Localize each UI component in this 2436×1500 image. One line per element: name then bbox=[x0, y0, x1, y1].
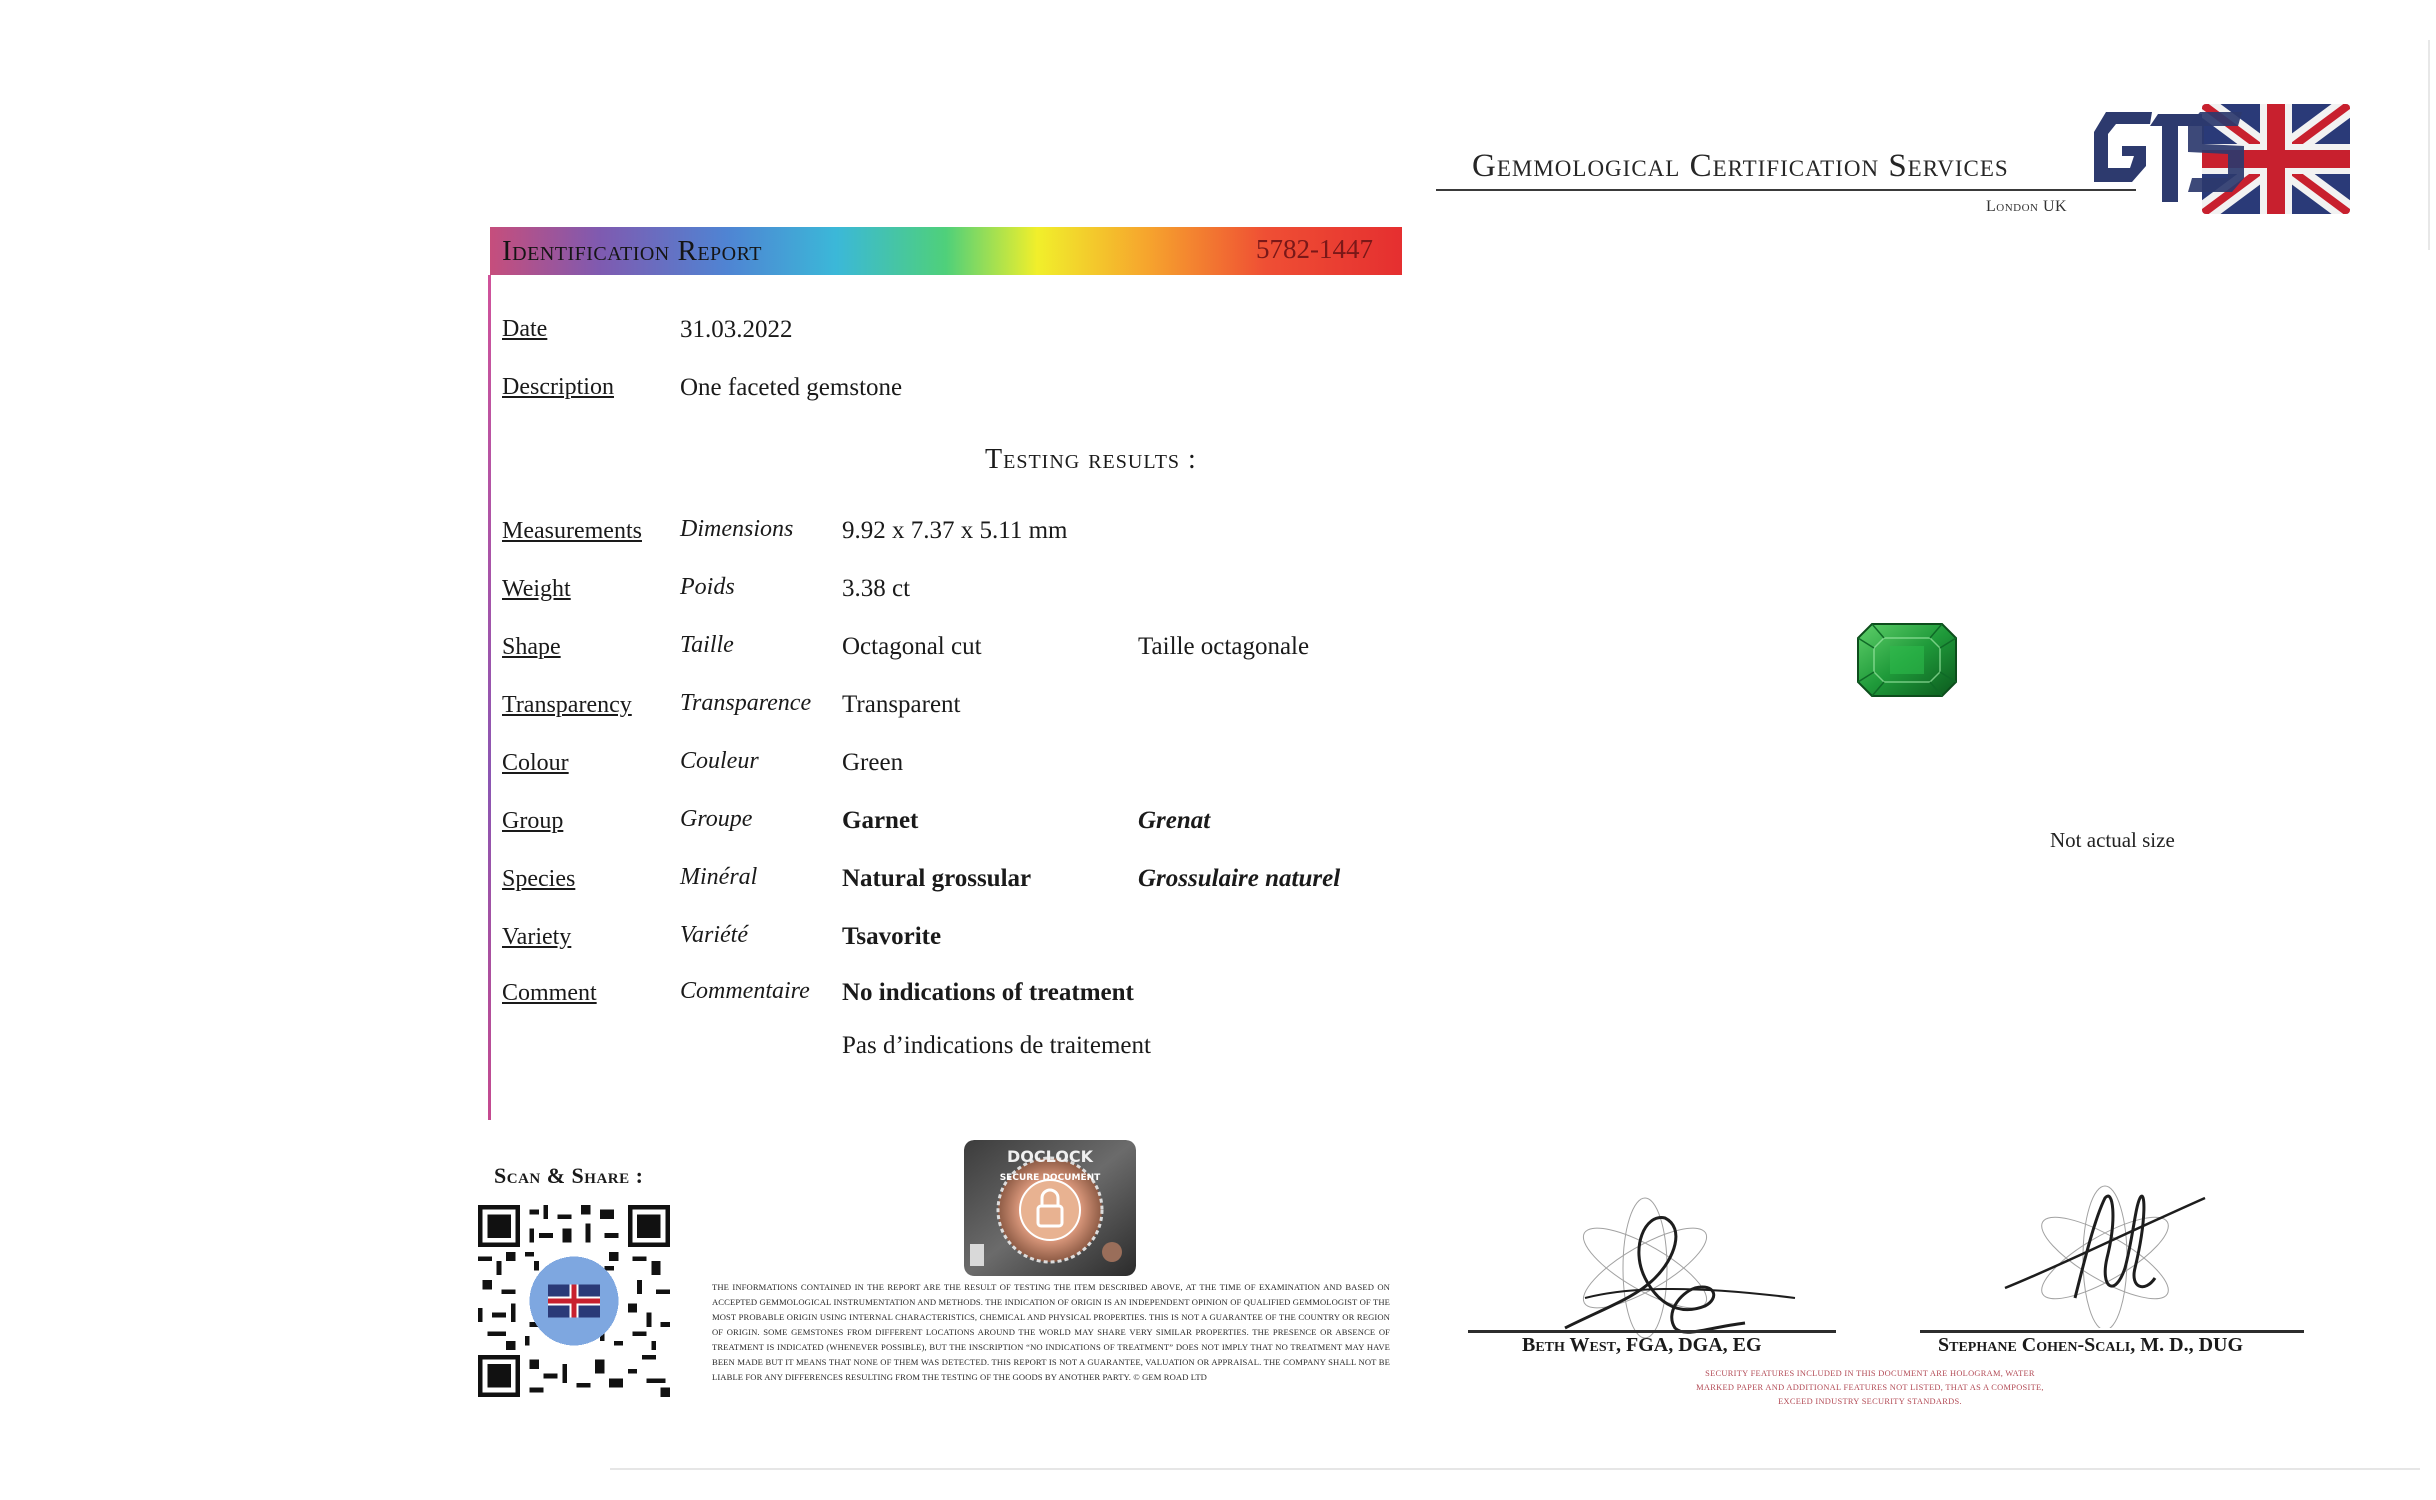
comment-french: Commentaire bbox=[680, 978, 810, 1004]
scan-share-title: Scan & Share : bbox=[494, 1163, 644, 1188]
qr-code[interactable] bbox=[478, 1205, 670, 1397]
variety-label: Variety bbox=[502, 924, 572, 950]
shape-value: Octagonal cut bbox=[842, 633, 982, 660]
comment-value: No indications of treatment bbox=[842, 979, 1134, 1006]
comment-label: Comment bbox=[502, 980, 597, 1006]
page-bottom-rule bbox=[610, 1468, 2420, 1470]
signatory-name-2: Stephane Cohen-Scali, M. D., DUG bbox=[1938, 1334, 2244, 1356]
group-value: Garnet bbox=[842, 807, 919, 834]
signature-stephane-cohen-scali bbox=[1995, 1178, 2255, 1328]
comment-value-fr: Pas d’indications de traitement bbox=[842, 1032, 1151, 1059]
group-french: Groupe bbox=[680, 806, 753, 832]
not-actual-size-note: Not actual size bbox=[2050, 828, 2175, 852]
species-value: Natural grossular bbox=[842, 865, 1032, 892]
hologram-text: SECURE DOCUMENT bbox=[999, 1173, 1101, 1183]
signatory-name-1: Beth West, FGA, DGA, EG bbox=[1522, 1334, 1762, 1356]
disclaimer-text: THE INFORMATIONS CONTAINED IN THE REPORT ARE THE RESULT OF TESTING THE ITEM DESCRIBED ABOVE, AT THE TIME OF EXAMINATION AND BASED ON ACCEPTED GEMMOLOGICAL INSTRUMENTATION AND METHODS. THE INDICATION OF ORIGIN IS AN INDEPENDENT OPINION OF QUALIFIED GEMMOLOGIST OF THE MOST PROBABLE ORIGIN USING INTERNAL CHARACTERISTICS, CHEMICAL AND PHYSICAL PROPERTIES. THIS IS NOT A GUARANTEE OF THE COUNTRY OR REGION OF ORIGIN. SOME GEMSTONES FROM DIFFERENT LOCATIONS AROUND THE WORLD MAY SHARE VERY SIMILAR PROPERTIES. THE PRESENCE OR ABSENCE OF TREATMENT IS INDICATED (WHENEVER POSSIBLE), BUT THE INSCRIPTION “NO INDICATIONS OF TREATMENT” DOES NOT IMPLY THAT NO TREATMENT MAY HAVE BEEN MADE BUT IT MEANS THAT NONE OF THEM WAS DETECTED. THIS REPORT IS NOT A GUARANTEE, VALUATION OR APPRAISAL. THE COMPANY SHALL NOT BE LIABLE FOR ANY DIFFERENCES RESULTING FROM THE TESTING OF THE GOODS BY ANOTHER PARTY. © GEM ROAD LTD bbox=[712, 1282, 1390, 1382]
testing-results-title: Testing results : bbox=[985, 444, 1197, 475]
weight-label: Weight bbox=[502, 576, 571, 602]
colour-value: Green bbox=[842, 749, 904, 776]
signature-beth-west bbox=[1545, 1188, 1805, 1338]
signature-line-2 bbox=[1920, 1330, 2304, 1333]
signature-line-1 bbox=[1468, 1330, 1836, 1333]
variety-value: Tsavorite bbox=[842, 923, 942, 950]
shape-value-fr: Taille octagonale bbox=[1138, 633, 1310, 660]
shape-label: Shape bbox=[502, 634, 561, 660]
company-city: London UK bbox=[1986, 198, 2068, 215]
report-number: 5782-1447 bbox=[1256, 234, 1373, 264]
description-value: One faceted gemstone bbox=[680, 374, 903, 401]
report-left-rule bbox=[488, 275, 491, 1120]
measurements-french: Dimensions bbox=[680, 516, 794, 542]
colour-label: Colour bbox=[502, 750, 569, 776]
colour-french: Couleur bbox=[680, 748, 759, 774]
species-label: Species bbox=[502, 866, 576, 892]
company-name: Gemmological Certification Services bbox=[1472, 148, 2009, 184]
species-french: Minéral bbox=[680, 864, 758, 890]
species-value-fr: Grossulaire naturel bbox=[1138, 865, 1341, 892]
shape-french: Taille bbox=[680, 632, 734, 658]
measurements-value: 9.92 x 7.37 x 5.11 mm bbox=[842, 517, 1068, 544]
transparency-value: Transparent bbox=[842, 691, 961, 718]
group-value-fr: Grenat bbox=[1138, 807, 1211, 834]
gemstone-image bbox=[1856, 622, 1958, 698]
weight-value: 3.38 ct bbox=[842, 575, 911, 602]
security-features-note: SECURITY FEATURES INCLUDED IN THIS DOCUMENT ARE HOLOGRAM, WATER MARKED PAPER AND ADDITIONAL FEATURES NOT LISTED, THAT AS A COMPOSITE, EXCEED INDUSTRY SECURITY STANDARDS. bbox=[1696, 1369, 2044, 1406]
report-title: Identification Report bbox=[502, 235, 762, 267]
transparency-french: Transparence bbox=[680, 690, 812, 716]
company-logo bbox=[2092, 102, 2352, 218]
measurements-label: Measurements bbox=[502, 518, 642, 544]
doclock-hologram bbox=[964, 1140, 1136, 1276]
page-right-edge bbox=[2428, 40, 2430, 250]
qr-flag-icon bbox=[548, 1285, 600, 1318]
group-label: Group bbox=[502, 808, 564, 834]
description-label: Description bbox=[502, 374, 614, 400]
date-label: Date bbox=[502, 316, 548, 342]
transparency-label: Transparency bbox=[502, 692, 632, 718]
variety-french: Variété bbox=[680, 922, 748, 948]
weight-french: Poids bbox=[680, 574, 735, 600]
header-divider bbox=[1436, 189, 2136, 191]
date-value: 31.03.2022 bbox=[680, 316, 793, 343]
hologram-brand: DOCLOCK bbox=[1007, 1147, 1093, 1166]
